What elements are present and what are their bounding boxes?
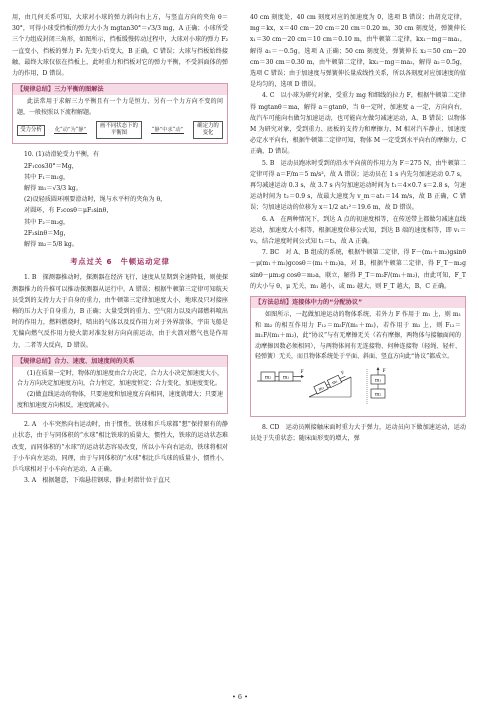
rule-summary-item-1: (1)在质量一定时，物体的加速度由合力决定，合力大小决定加速度大小，合力方向决定加速度方向，合力恒定，加速度恒定；合力变化，加速度变化。 <box>17 369 223 388</box>
method-summary-title: 【方法总结】连接体中力的“分配协议” <box>251 297 465 308</box>
q10-line-3: 其中 F₁＝m₁g， <box>24 173 70 181</box>
q10-line-2: 2F₁cos30°＝Mg， <box>24 162 78 170</box>
answer-6: 6. A 在两种情况下，到达 A 点的初速度相等，在传送带上都做匀减速直线运动，加速度大小相等，根据速度位移公式知，到达 B 端的速度相等，即 v₁＝v₂，结合速度时间公式知 t₁＝t₂，故 A 正确。 <box>250 215 466 246</box>
question-10 <box>12 149 228 250</box>
method-summary-box <box>250 296 466 417</box>
flow-diagram <box>17 121 223 139</box>
q10-line-8: 2F₂sinθ＝Mg， <box>24 229 70 237</box>
answer-8: 8. CD 运动员刚接触床面时重力大于弹力，运动员向下做加速运动，运动员处于失重状态；随床面形变的增大，弹 <box>250 423 466 442</box>
connected-bodies-diagram <box>255 367 405 407</box>
answer-5: 5. B 运动员跑冰时受到的沿水平向前的作用力为 F＝275 N，由牛顿第二定律可得 a＝F/m＝5 m/s²，故 A 错误；运动员在 1 s 内先匀加速运动 0.7 s，再匀减速运动 0.3 s，故 3.7 s 内匀加速运动时间为 t₁＝4×0.7 s＝2.8 s，匀速运动时间为 t₂＝0.9 s，故最大速度为 v_m＝at₁＝14 m/s，故 B 正确，C 错误；匀加速运动的位移为 x＝1/2 at₁²＝19.6 m，故 D 错误。 <box>250 159 466 212</box>
diagram-label: m₁ <box>282 375 290 381</box>
diagram-label: m₂ <box>264 375 272 381</box>
flow-arrow-1: 化“动”为“静” <box>54 126 87 133</box>
q10-line-1: 10. (1)动滑轮受力平衡，有 <box>24 151 100 159</box>
answer-2: 2. A 小车突然向右运动时，由于惯性，铁球和乒乓球都“想”保持原有的静止状态，由于与同体积的“水球”相比铁球的质量大，惯性大，铁球的运动状态难改变，而同体积的“水球”的运动状态容易改变，所以小车向右运动，铁球将相对于小车向左运动，同理，由于与同体积的“水球”相比乒乓球的质量小，惯性小，乒乓球相对于小车向右运动，A 正确。 <box>12 421 228 474</box>
q10-line-7: 其中 F₂＝m₂g， <box>24 218 70 226</box>
rule-summary-box-2 <box>12 355 228 414</box>
diagram-label: F <box>300 370 304 376</box>
q10-line-4: 解得 m₁＝√3/3 kg。 <box>24 185 82 193</box>
diagram-label: m₂ <box>374 392 382 398</box>
answer-4: 4. C 以小球为研究对象，受重力 mg 和细线的拉力 F，根据牛顿第二定律得 mgtanθ＝ma，解得 a＝gtanθ，当 θ一定时，加速度 a 一定，方向向右，故汽车可能向右做匀加速运动，也可能向左做匀减速运动，A、B 错误；以物体 M 为研究对象，受到重力、底板的支持力和摩擦力，M 相对汽车静止，加速度必定水平向右，根据牛顿第二定律可知，物体 M 一定受到水平向右的摩擦力，C 正确，D 错误。 <box>250 92 466 156</box>
diagram-label: m₂ <box>317 384 325 392</box>
flow-node-1: 受力分析 <box>17 125 45 136</box>
answer-1: 1. B 探测器推动时，探测器在经济飞行，速度从星期到全速降低，则使探测器推力的升推可以推动探测器从运行中，A 错误；根据牛顿第三定律可知航天员受到的支持力大于自身的重力，由牛顿第三定律加速度大小，地球及只对接座椅的压力大于自身重力，B 正确；大量受到的重力、空气阻力以及内部燃料喷出时的作用力，燃料燃烧时，喷出的气体以及反作用力对于外界箭体，宇宙飞船是无偏向燃气反作用力使火箭对准发射方向向前运动，由于火箭对燃气也是作用力，二者等大反向，D 错误。 <box>12 274 228 349</box>
left-column <box>12 12 228 486</box>
right-column <box>250 12 466 444</box>
right-paragraph-1: 40 cm 刻度处，40 cm 刻度对应的加速度为 0，选项 B 错误；由胡克定律，mg＝kx，x＝40 cm－20 cm＝20 cm＝0.20 m，30 cm 刻度处，弹簧伸长 x₁＝30 cm－20 cm＝10 cm＝0.10 m，由牛顿第二定律，kx₁－mg＝ma₁，解得 a₁＝－0.5g，选项 A 正确；50 cm 刻度处，弹簧伸长 x₂＝50 cm－20 cm＝30 cm＝0.30 m，由牛顿第二定律，kx₂－mg＝ma₂，解得 a₂＝0.5g，选项 C 错误；由于加速度与弹簧伸长量成线性关系，所以各刻度对应加速度的值是均匀的，选项 D 错误。 <box>250 14 466 89</box>
q10-line-5: (2)设轻质圆环刚要滑动时，绳与水平杆的夹角为 θ， <box>24 196 167 204</box>
left-paragraph-1: 用，由几何关系可知，大球对小球的弹力斜向右上方，与竖直方向的夹角 θ＝30°，可得小球受挡板的弹力大小为 mgtan30°＝√3/3 mg，A 正确；小球所受三个力组成封闭三角形，如图所示，挡板缓慢转动过程中，大球对小球的弹力 F₂ 一直变小，挡板的弹力 F₁ 先变小后变大，B 正确，C 错误；大球与挡板始终接触，最终大球仅依在挡板上，此时重力和挡板对它的弹力平衡，不受斜面体的弹力的作用，D 错误。 <box>12 14 228 78</box>
diagram-label: F <box>340 369 345 376</box>
flow-node-2: 画不同状态下的平衡图 <box>96 121 142 139</box>
rule-summary-title-1: 【规律总结】三力平衡的图解法 <box>13 84 227 95</box>
diagram-label: m₁ <box>331 378 339 386</box>
answer-3: 3. A 根据题意，下端悬挂钢球，静止时指针位于直尺 <box>24 477 171 485</box>
diagram-label: F <box>382 369 386 375</box>
diagram-label: m₁ <box>374 378 382 384</box>
q10-line-6: 对圆环，有 F₂cosθ＝μF₂sinθ， <box>24 207 113 215</box>
rule-summary-box-1 <box>12 83 228 144</box>
page-number: • 6 • <box>232 693 248 701</box>
section-title: 考点过关 6 牛顿运动定律 <box>70 257 170 267</box>
rule-summary-text-1: 此法常用于求解三力平衡且有一个力是恒力、另有一个力方向不变的问题，一般按照以下流程解题。 <box>17 98 223 116</box>
q10-line-9: 解得 m₂＝5/8 kg。 <box>24 241 78 249</box>
flow-node-3: 确定力的变化 <box>193 121 223 139</box>
rule-summary-title-2: 【规律总结】合力、速度、加速度间的关系 <box>13 356 227 367</box>
answer-7: 7. BC 对 A、B 组成的系统，根据牛顿第二定律，得 F－(m₁＋m₂)gsinθ－μ(m₁＋m₂)gcosθ＝(m₁＋m₂)a，对 B，根据牛顿第二定律，得 F_T－m₂g sinθ－μm₂g cosθ＝m₂a，联立，解得 F_T＝m₂F/(m₁＋m₂)，由此可知，F_T 的大小与 θ、μ 无关，m₁ 越小，或 m₂ 越大，则 F_T 越大，B、C 正确。 <box>250 249 466 290</box>
flow-arrow-2: “静”中求“动” <box>151 126 184 133</box>
method-summary-text: 如图所示，一起做加速运动的物体系统，若外力 F 作用于 m₁ 上，则 m₁ 和 m₂ 的相互作用力 F₁₂＝m₂F/(m₁＋m₂)，若作用于 m₂ 上，则 F₁₂＝m₁F/(m₁＋m₂)，此“协议”与有无摩擦无关（若有摩擦，两物体与接触面间的动摩擦因数必须相同），与两物体间有无连接物、何种连接物（轻绳、轻杆、轻弹簧）无关，而且物体系统处于平面、斜面、竖直方向此“协议”都成立。 <box>255 311 461 361</box>
rule-summary-item-2: (2)做直线运动的物体，只要速度和加速度方向相同，速度就增大；只要速度和加速度方向相反，速度就减小。 <box>17 391 223 409</box>
